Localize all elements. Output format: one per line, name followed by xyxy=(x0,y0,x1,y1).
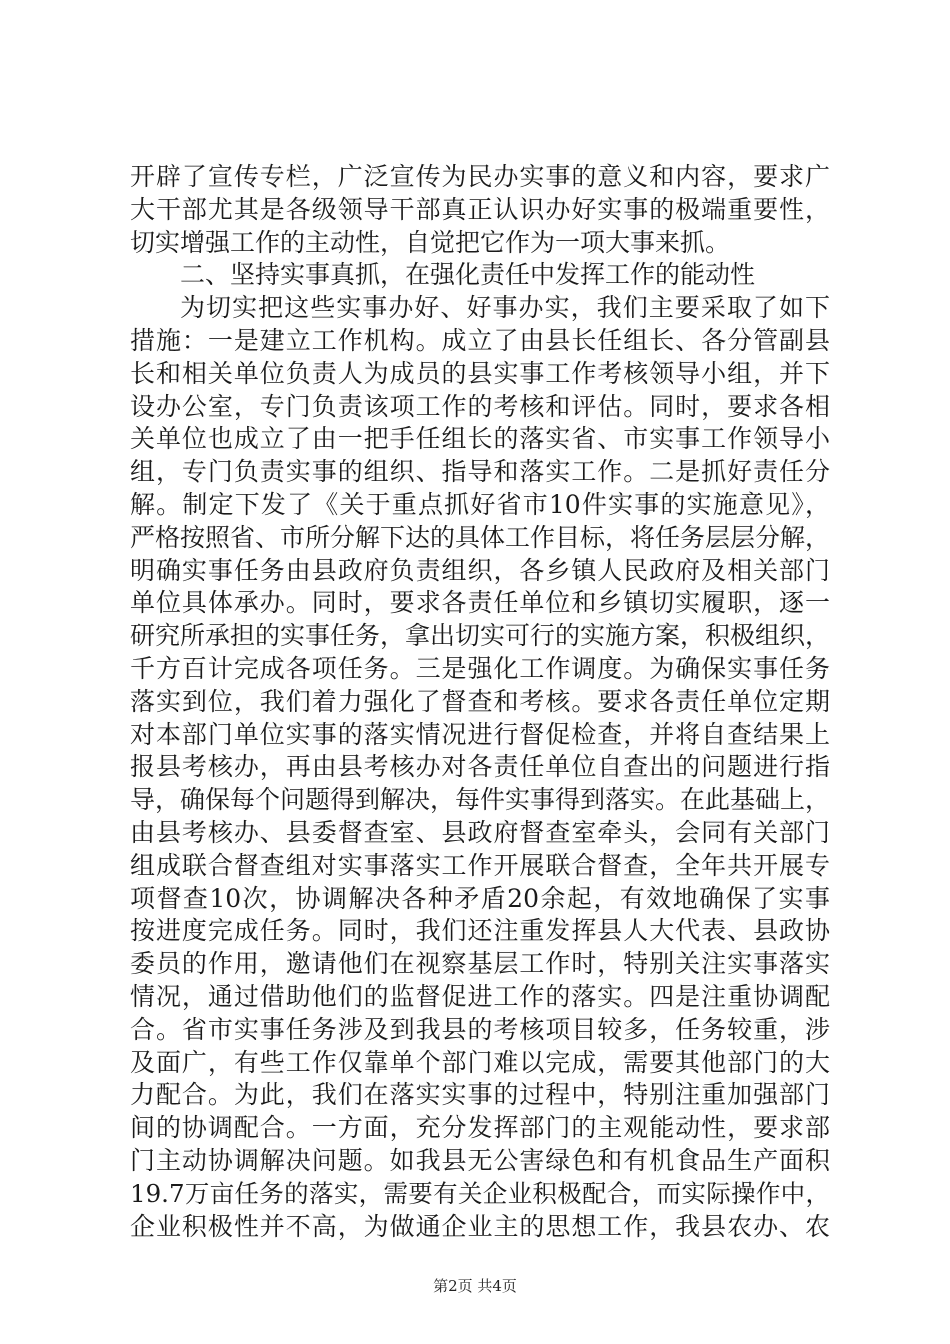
document-body xyxy=(130,161,830,1243)
text-line: 报县考核办，再由县考核办对各责任单位自查出的问题进行指 xyxy=(130,752,830,782)
page-footer xyxy=(0,1275,950,1296)
text-line: 严格按照省、市所分解下达的具体工作目标，将任务层层分解， xyxy=(130,522,830,552)
text-line: 设办公室，专门负责该项工作的考核和评估。同时，要求各相 xyxy=(130,391,830,421)
text-line: 明确实事任务由县政府负责组织，各乡镇人民政府及相关部门 xyxy=(130,555,830,585)
text-line: 19.7万亩任务的落实，需要有关企业积极配合，而实际操作中， xyxy=(130,1178,830,1208)
text-line: 千方百计完成各项任务。三是强化工作调度。为确保实事任务 xyxy=(130,653,830,683)
text-line: 情况，通过借助他们的监督促进工作的落实。四是注重协调配 xyxy=(130,981,830,1011)
text-line: 对本部门单位实事的落实情况进行督促检查，并将自查结果上 xyxy=(130,719,830,749)
text-line: 长和相关单位负责人为成员的县实事工作考核领导小组，并下 xyxy=(130,358,830,388)
text-line: 关单位也成立了由一把手任组长的落实省、市实事工作领导小 xyxy=(130,424,830,454)
text-line: 组成联合督查组对实事落实工作开展联合督查，全年共开展专 xyxy=(130,850,830,880)
text-line: 组，专门负责实事的组织、指导和落实工作。二是抓好责任分 xyxy=(130,457,830,487)
section-heading: 二、坚持实事真抓，在强化责任中发挥工作的能动性 xyxy=(180,260,756,290)
text-line: 力配合。为此，我们在落实实事的过程中，特别注重加强部门 xyxy=(130,1080,830,1110)
text-line: 大干部尤其是各级领导干部真正认识办好实事的极端重要性， xyxy=(130,194,830,224)
text-line: 研究所承担的实事任务，拿出切实可行的实施方案，积极组织， xyxy=(130,621,830,651)
text-line: 间的协调配合。一方面，充分发挥部门的主观能动性，要求部 xyxy=(130,1113,830,1143)
page-number: 第2页 共4页 xyxy=(433,1277,517,1295)
text-line: 切实增强工作的主动性，自觉把它作为一项大事来抓。 xyxy=(130,227,731,257)
text-line: 及面广，有些工作仅靠单个部门难以完成，需要其他部门的大 xyxy=(130,1047,830,1077)
text-line: 由县考核办、县委督查室、县政府督查室牵头，会同有关部门 xyxy=(130,817,830,847)
text-line: 门主动协调解决问题。如我县无公害绿色和有机食品生产面积 xyxy=(130,1145,830,1175)
text-line: 解。制定下发了《关于重点抓好省市10件实事的实施意见》， xyxy=(130,489,830,519)
text-line: 开辟了宣传专栏，广泛宣传为民办实事的意义和内容，要求广 xyxy=(130,162,830,191)
text-line: 落实到位，我们着力强化了督查和考核。要求各责任单位定期 xyxy=(130,686,830,716)
text-line: 企业积极性并不高，为做通企业主的思想工作，我县农办、农 xyxy=(130,1211,830,1241)
text-line: 为切实把这些实事办好、好事办实，我们主要采取了如下 xyxy=(180,293,830,323)
text-line: 按进度完成任务。同时，我们还注重发挥县人大代表、县政协 xyxy=(130,916,830,946)
text-line: 合。省市实事任务涉及到我县的考核项目较多，任务较重，涉 xyxy=(130,1014,830,1044)
text-line: 导，确保每个问题得到解决，每件实事得到落实。在此基础上， xyxy=(130,785,830,815)
text-line: 委员的作用，邀请他们在视察基层工作时，特别关注实事落实 xyxy=(130,949,830,979)
text-line: 措施：一是建立工作机构。成立了由县长任组长、各分管副县 xyxy=(130,325,830,355)
text-line: 单位具体承办。同时，要求各责任单位和乡镇切实履职，逐一 xyxy=(130,588,830,618)
text-line: 项督查10次，协调解决各种矛盾20余起，有效地确保了实事 xyxy=(130,883,830,913)
